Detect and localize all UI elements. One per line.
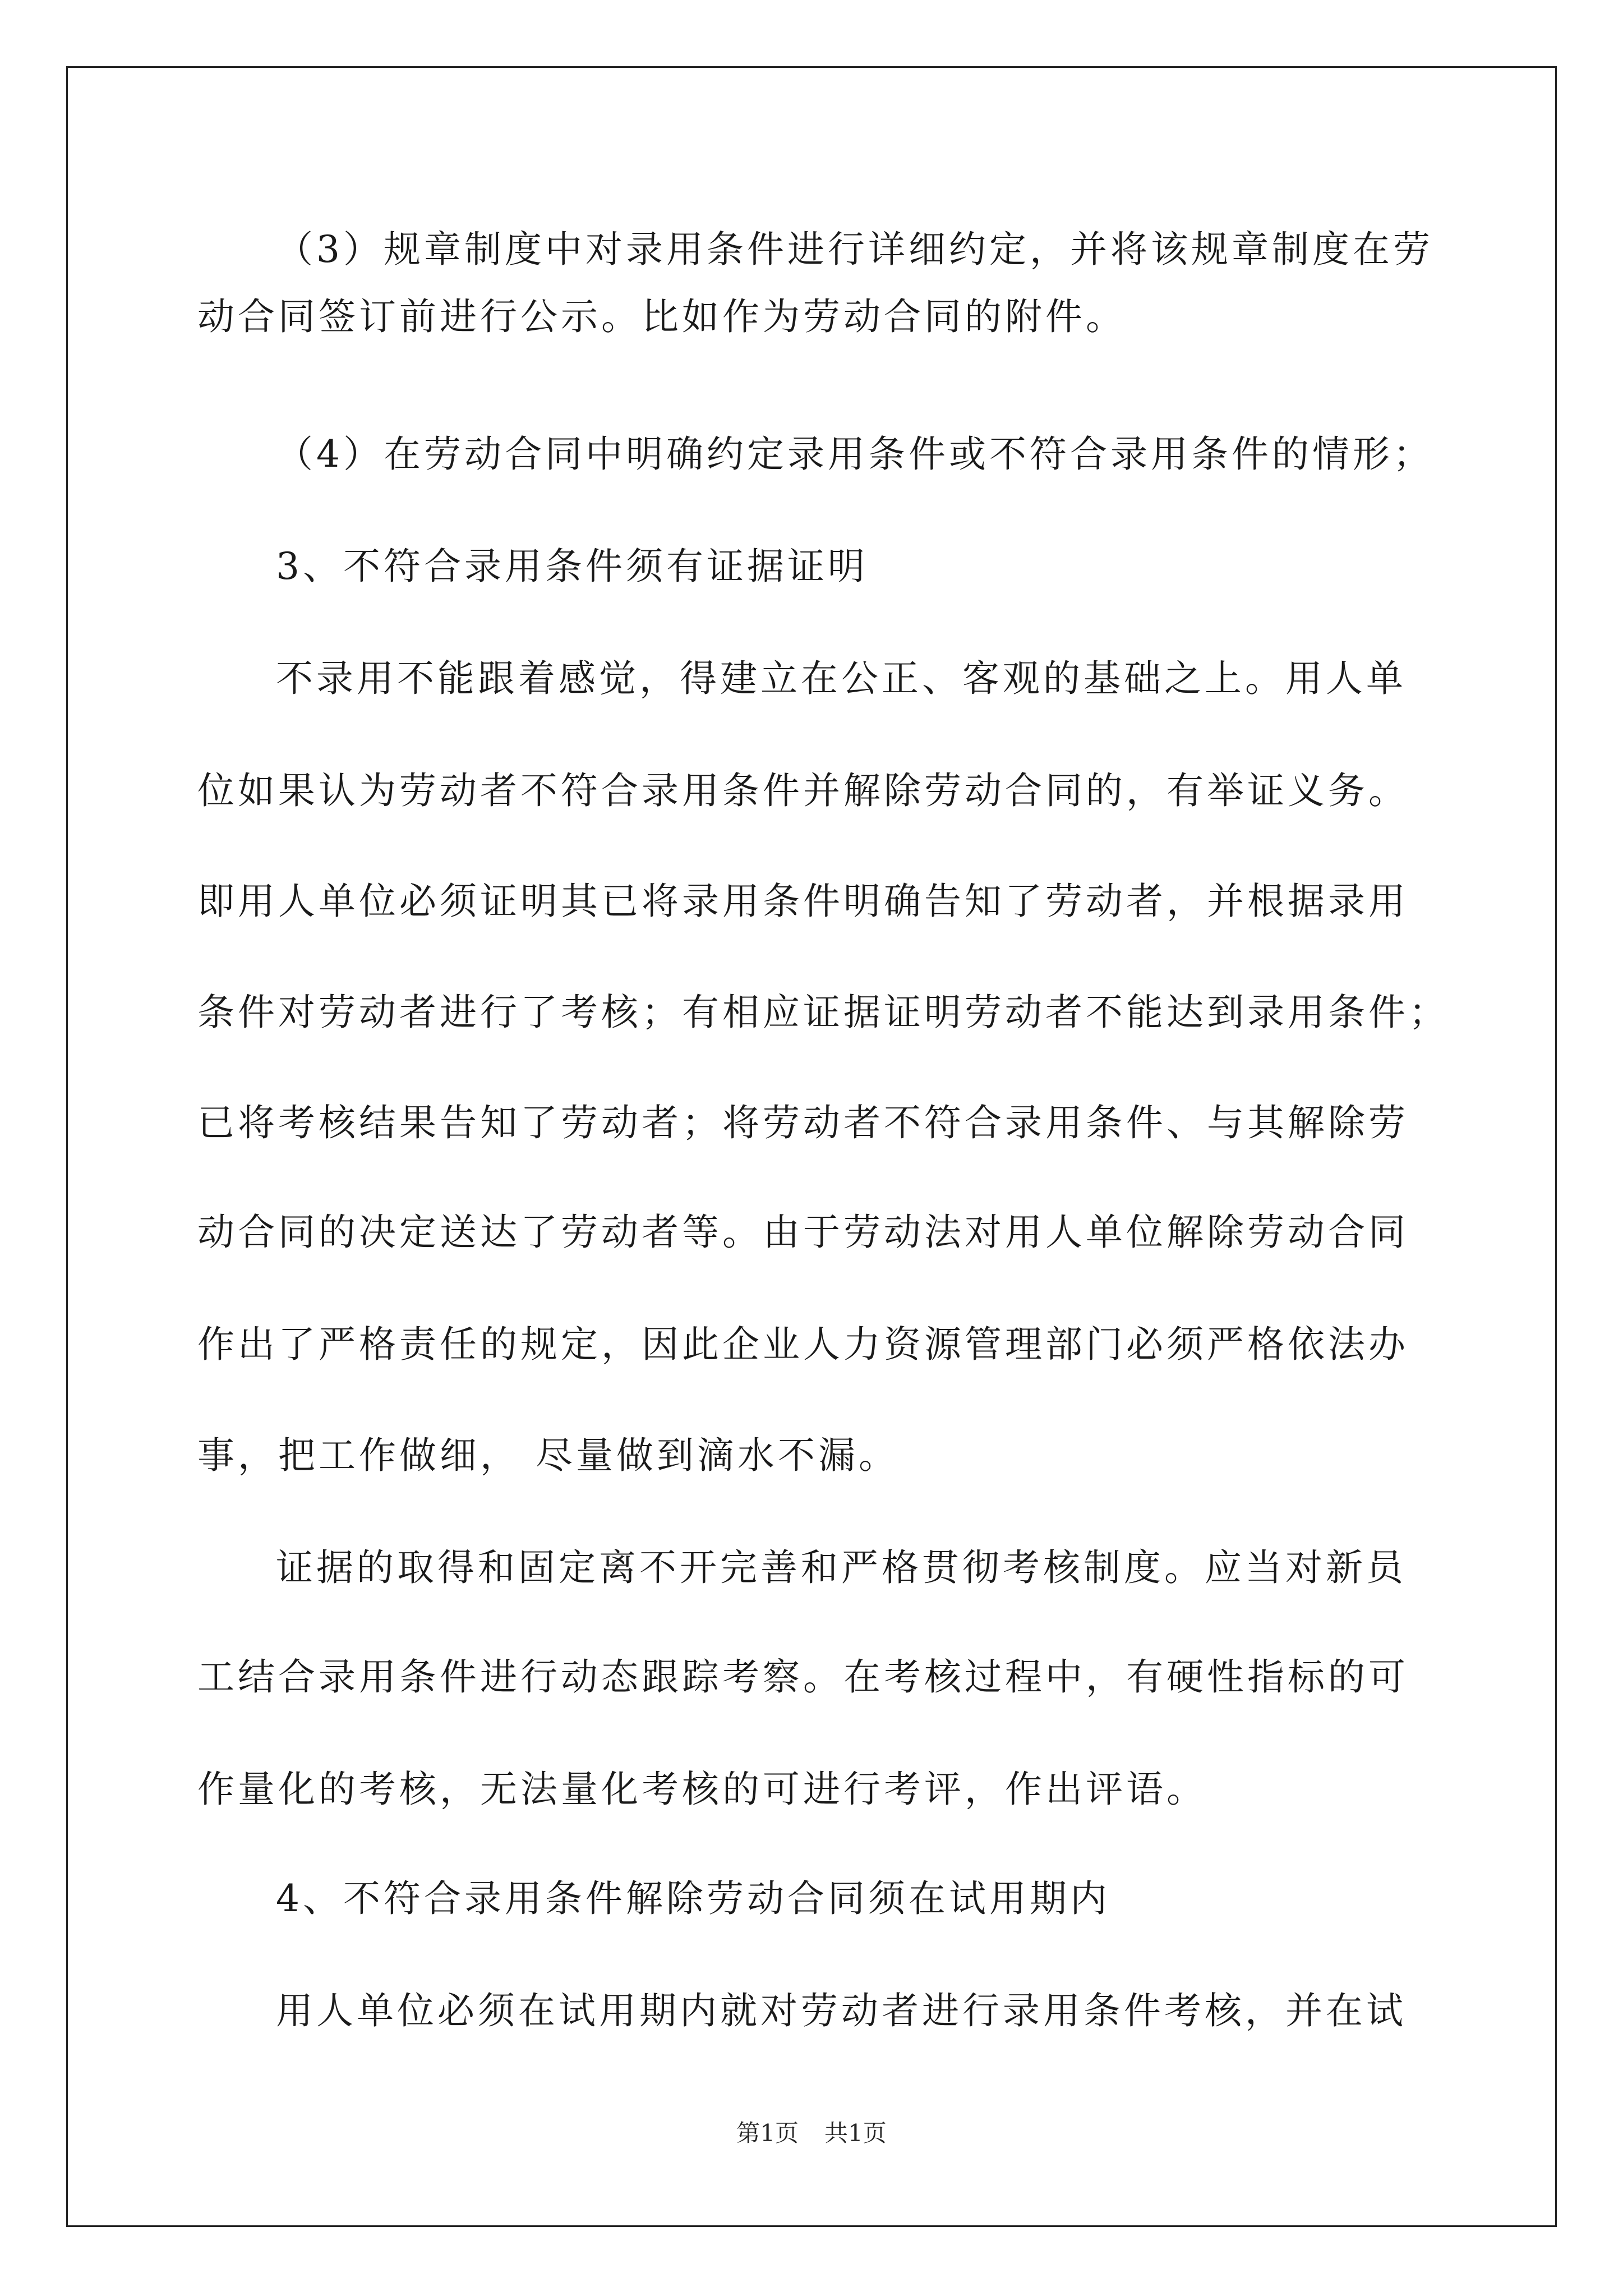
- section-heading: 4、不符合录用条件解除劳动合同须在试用期内: [276, 1877, 1110, 1920]
- paragraph-line: 条件对劳动者进行了考核；有相应证据证明劳动者不能达到录用条件；: [197, 991, 1449, 1034]
- page-total: 共1页: [824, 2119, 887, 2147]
- paragraph-line: 位如果认为劳动者不符合录用条件并解除劳动合同的，有举证义务。: [197, 769, 1409, 812]
- paragraph-line: （4）在劳动合同中明确约定录用条件或不符合录用条件的情形；: [276, 432, 1433, 476]
- paragraph-line: 事，把工作做细， 尽量做到滴水不漏。: [197, 1434, 899, 1477]
- paragraph-line: 已将考核结果告知了劳动者；将劳动者不符合录用条件、与其解除劳: [197, 1101, 1409, 1144]
- paragraph-line: 动合同签订前进行公示。比如作为劳动合同的附件。: [197, 295, 1126, 338]
- paragraph-line: （3）规章制度中对录用条件进行详细约定，并将该规章制度在劳: [276, 228, 1433, 271]
- paragraph-line: 作量化的考核，无法量化考核的可进行考评，作出评语。: [197, 1768, 1207, 1811]
- page-number: 第1页: [736, 2119, 799, 2147]
- paragraph-line: 动合同的决定送达了劳动者等。由于劳动法对用人单位解除劳动合同: [197, 1211, 1409, 1254]
- paragraph-line: 即用人单位必须证明其已将录用条件明确告知了劳动者，并根据录用: [197, 880, 1409, 923]
- section-heading: 3、不符合录用条件须有证据证明: [276, 545, 868, 588]
- paragraph-line: 作出了严格责任的规定，因此企业人力资源管理部门必须严格依法办: [197, 1323, 1409, 1366]
- paragraph-line: 工结合录用条件进行动态跟踪考察。在考核过程中，有硬性指标的可: [197, 1655, 1409, 1699]
- paragraph-line: 用人单位必须在试用期内就对劳动者进行录用条件考核，并在试: [276, 1989, 1407, 2032]
- paragraph-line: 不录用不能跟着感觉，得建立在公正、客观的基础之上。用人单: [276, 657, 1407, 700]
- page-footer: [0, 2119, 1623, 2147]
- paragraph-line: 证据的取得和固定离不开完善和严格贯彻考核制度。应当对新员: [276, 1546, 1407, 1589]
